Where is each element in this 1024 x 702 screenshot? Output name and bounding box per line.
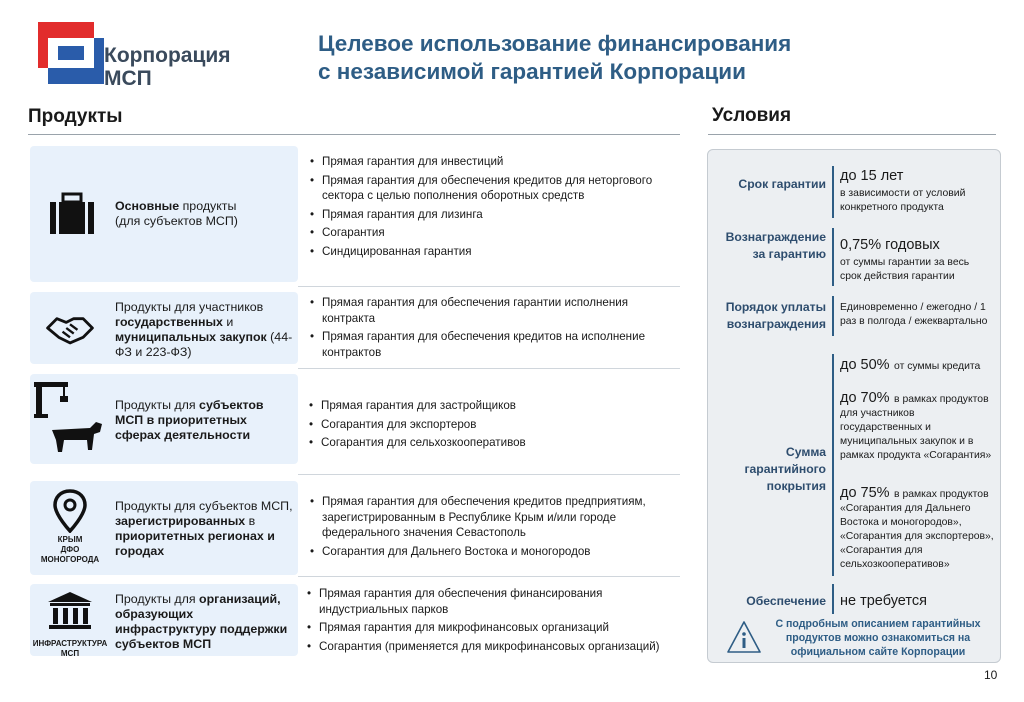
coverage-75-note: «Согарантия для Дальнего Востока и моногородов», «Согарантия для экспортеров», «Согарантия для сельхозкооперативов» xyxy=(840,503,994,570)
fee-note: от суммы гарантии за весь срок действия гарантии xyxy=(840,257,970,282)
title-line1: Целевое использование финансирования xyxy=(318,31,792,56)
map-pin-icon xyxy=(52,489,88,533)
list-item: • Прямая гарантия для обеспечения кредитов предприятиям, зарегистрированным в Республике Крым и/или городе федерального значения Севастополь xyxy=(308,494,680,541)
page-title xyxy=(318,30,798,86)
logo-text xyxy=(104,44,231,90)
fee-divider xyxy=(832,228,834,286)
caption-line: МСП xyxy=(60,649,80,658)
list-item: • Согарантия (применяется для микрофинансовых организаций) xyxy=(305,639,685,655)
product-label-priority-regions: Продукты для субъектов МСП, зарегистрированных в приоритетных регионах и городах xyxy=(115,499,293,558)
briefcase-icon xyxy=(42,186,102,246)
logo-line1: Корпорация xyxy=(104,44,231,67)
list-item: • Прямая гарантия для лизинга xyxy=(308,207,680,223)
product-label-infrastructure: Продукты для организаций, образующих инфраструктуру поддержки субъектов МСП xyxy=(115,592,288,651)
coverage-label: Сумма гарантийного покрытия xyxy=(744,445,826,493)
conditions-heading: Условия xyxy=(712,105,792,126)
list-item: • Согарантия для экспортеров xyxy=(307,417,679,433)
list-item: • Прямая гарантия для обеспечения гарантии исполнения контракта xyxy=(308,295,680,326)
term-divider xyxy=(832,166,834,218)
list-item: • Прямая гарантия для обеспечения кредитов на исполнение контрактов xyxy=(308,329,680,360)
term-value: до 15 лет xyxy=(840,168,904,184)
product-label-main: Основные продукты (для субъектов МСП) xyxy=(115,199,238,228)
logo-line2: МСП xyxy=(104,67,152,90)
crane-cow-icon xyxy=(30,378,106,460)
list-item: • Согарантия xyxy=(308,225,680,241)
row-separator xyxy=(298,474,680,475)
coverage-75-note-a: в рамках продуктов xyxy=(894,489,989,500)
products-rule xyxy=(28,134,680,135)
products-heading: Продукты xyxy=(28,106,123,127)
row-separator xyxy=(298,286,680,287)
payment-label: Порядок уплаты вознаграждения xyxy=(725,300,826,331)
list-item: • Прямая гарантия для инвестиций xyxy=(308,154,680,170)
coverage-50-note: от суммы кредита xyxy=(894,361,981,372)
caption-line: КРЫМ xyxy=(57,535,83,544)
collateral-value: не требуется xyxy=(840,593,927,609)
list-item: • Прямая гарантия для обеспечения финансирования индустриальных парков xyxy=(305,586,685,617)
product-label-procurement: Продукты для участников государственных и муниципальных закупок (44-ФЗ и 223-ФЗ) xyxy=(115,300,293,359)
row-separator xyxy=(298,576,680,577)
caption-line: ИНФРАСТРУКТУРА xyxy=(32,639,108,648)
region-icon-caption xyxy=(34,535,106,565)
info-icon xyxy=(726,620,762,654)
product-list-main xyxy=(308,154,680,263)
product-list-priority-regions xyxy=(308,494,680,562)
term-note: в зависимости от условий конкретного продукта xyxy=(840,188,966,213)
coverage-75 xyxy=(840,484,998,572)
infrastructure-icon-caption xyxy=(30,639,110,659)
product-list-priority-sectors xyxy=(307,398,679,454)
coverage-70-note: для участников государственных и муниципальных закупок и в рамках продукта «Согарантия» xyxy=(840,408,992,461)
row-separator xyxy=(298,368,680,369)
fee-label: Вознаграждение за гарантию xyxy=(725,230,826,261)
coverage-70-value: до 70% xyxy=(840,390,890,406)
list-item: • Синдицированная гарантия xyxy=(308,244,680,260)
coverage-75-value: до 75% xyxy=(840,485,890,501)
coverage-divider xyxy=(832,354,834,576)
handshake-icon xyxy=(42,300,98,356)
building-columns-icon xyxy=(46,590,94,632)
product-list-procurement xyxy=(308,295,680,363)
caption-line: ДФО xyxy=(60,545,80,554)
payment-value: Единовременно / ежегодно / 1 раз в полгода / ежеквартально xyxy=(840,302,988,327)
product-list-infrastructure xyxy=(305,586,685,657)
list-item: • Прямая гарантия для микрофинансовых организаций xyxy=(305,620,685,636)
list-item: • Прямая гарантия для застройщиков xyxy=(307,398,679,414)
coverage-70-note-a: в рамках продуктов xyxy=(894,394,989,405)
title-line2: с независимой гарантией Корпорации xyxy=(318,59,746,84)
logo-mark-icon xyxy=(38,22,104,92)
coverage-50-value: до 50% xyxy=(840,357,890,373)
fee-value: 0,75% годовых xyxy=(840,237,940,253)
list-item: • Прямая гарантия для обеспечения кредитов для неторгового сектора с целью пополнения оборотных средств xyxy=(308,173,680,204)
coverage-70 xyxy=(840,389,998,463)
coverage-50 xyxy=(840,356,998,374)
product-label-priority-sectors: Продукты для субъектов МСП в приоритетных сферах деятельности xyxy=(115,398,264,442)
page-number: 10 xyxy=(984,668,998,682)
collateral-divider xyxy=(832,584,834,614)
info-text: С подробным описанием гарантийных продуктов можно ознакомиться на официальном сайте Корпорации xyxy=(775,618,981,658)
list-item: • Согарантия для Дальнего Востока и моногородов xyxy=(308,544,680,560)
term-label: Срок гарантии xyxy=(738,177,826,191)
collateral-label: Обеспечение xyxy=(746,594,826,608)
payment-divider xyxy=(832,296,834,336)
conditions-rule xyxy=(708,134,996,135)
list-item: • Согарантия для сельхозкооперативов xyxy=(307,435,679,451)
caption-line: МОНОГОРОДА xyxy=(40,555,100,564)
